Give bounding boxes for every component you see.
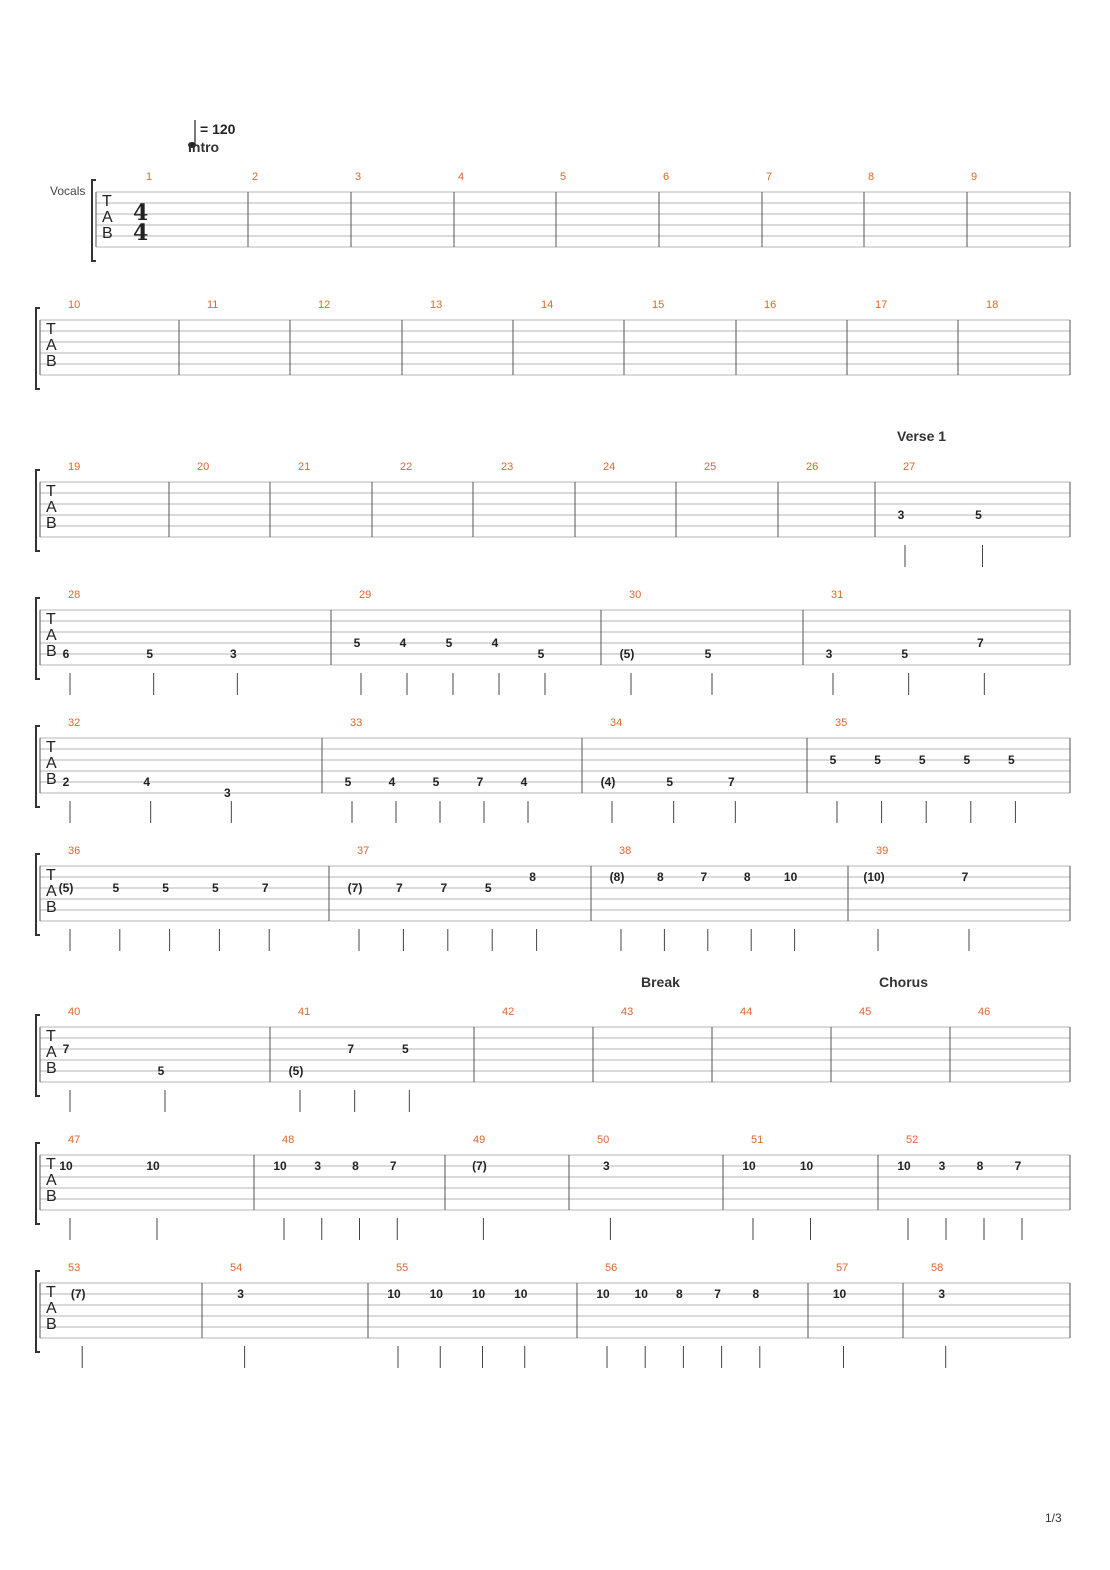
measure-number: 1 bbox=[146, 171, 153, 183]
fret-number: 5 bbox=[829, 753, 837, 767]
measure-number: 7 bbox=[766, 171, 773, 183]
measure-number: 17 bbox=[875, 299, 888, 311]
measure-number: 58 bbox=[931, 1262, 944, 1274]
fret-number: 4 bbox=[143, 775, 151, 789]
fret-number: 4 bbox=[399, 636, 407, 650]
fret-number: 7 bbox=[976, 636, 984, 650]
section-label-verse-1: Verse 1 bbox=[897, 428, 947, 444]
fret-number: (8) bbox=[609, 870, 625, 884]
measure-number: 44 bbox=[740, 1006, 753, 1018]
measure-number: 13 bbox=[430, 299, 443, 311]
system-bracket bbox=[36, 854, 40, 935]
tab-clef-letter: B bbox=[46, 771, 57, 788]
measure-number: 47 bbox=[68, 1134, 81, 1146]
fret-number: 8 bbox=[529, 870, 536, 884]
tab-clef-letter: T bbox=[46, 1156, 56, 1173]
fret-number: 7 bbox=[476, 775, 484, 789]
measure-number: 23 bbox=[501, 461, 514, 473]
time-signature-top: 4 bbox=[133, 200, 149, 226]
fret-number: 5 bbox=[901, 647, 909, 661]
measure-number: 12 bbox=[318, 299, 331, 311]
page-number: 1/3 bbox=[1045, 1511, 1062, 1525]
fret-number: 7 bbox=[700, 870, 708, 884]
fret-number: 5 bbox=[401, 1042, 409, 1056]
measure-number: 22 bbox=[400, 461, 413, 473]
measure-number: 3 bbox=[355, 171, 362, 183]
measure-number: 45 bbox=[859, 1006, 872, 1018]
measure-number: 16 bbox=[764, 299, 777, 311]
measure-number: 39 bbox=[876, 845, 889, 857]
measure-number: 5 bbox=[560, 171, 567, 183]
fret-number: 4 bbox=[491, 636, 499, 650]
fret-number: 3 bbox=[603, 1159, 610, 1173]
instrument-name: Vocals bbox=[50, 184, 86, 198]
measure-number: 26 bbox=[806, 461, 819, 473]
fret-number: 3 bbox=[897, 508, 905, 522]
fret-number: 10 bbox=[832, 1287, 847, 1301]
fret-number: 5 bbox=[537, 647, 545, 661]
tab-clef-letter: A bbox=[46, 499, 57, 516]
measure-number: 56 bbox=[605, 1262, 618, 1274]
measure-number: 54 bbox=[230, 1262, 243, 1274]
tab-clef-letter: T bbox=[102, 193, 112, 210]
fret-number: 10 bbox=[273, 1159, 287, 1173]
measure-number: 15 bbox=[652, 299, 665, 311]
fret-number: 4 bbox=[520, 775, 528, 789]
measure-number: 57 bbox=[836, 1262, 849, 1274]
section-label-intro: Intro bbox=[188, 139, 220, 155]
fret-number: 10 bbox=[634, 1287, 648, 1301]
fret-number: 10 bbox=[471, 1287, 486, 1301]
measure-number: 18 bbox=[986, 299, 999, 311]
fret-number: 5 bbox=[704, 647, 712, 661]
measure-number: 48 bbox=[282, 1134, 295, 1146]
tab-clef-letter: A bbox=[46, 1044, 57, 1061]
measure-number: 9 bbox=[971, 171, 978, 183]
fret-number: (5) bbox=[288, 1064, 304, 1078]
fret-number: 10 bbox=[59, 1159, 73, 1173]
fret-number: (7) bbox=[472, 1159, 487, 1173]
tab-clef-letter: B bbox=[102, 225, 113, 242]
fret-number: 10 bbox=[799, 1159, 814, 1173]
fret-number: (10) bbox=[863, 870, 885, 884]
measure-number: 10 bbox=[68, 299, 81, 311]
tab-clef-letter: T bbox=[46, 321, 56, 338]
fret-number: 3 bbox=[223, 786, 231, 800]
system-bracket bbox=[36, 1271, 40, 1352]
tab-clef-letter: B bbox=[46, 1188, 57, 1205]
fret-number: 7 bbox=[396, 881, 403, 895]
fret-number: 8 bbox=[752, 1287, 760, 1301]
measure-number: 52 bbox=[906, 1134, 919, 1146]
system-bracket bbox=[92, 180, 96, 261]
fret-number: (4) bbox=[600, 775, 616, 789]
fret-number: 10 bbox=[146, 1159, 160, 1173]
fret-number: (7) bbox=[70, 1287, 86, 1301]
fret-number: (5) bbox=[619, 647, 635, 661]
measure-number: 8 bbox=[868, 171, 875, 183]
fret-number: 8 bbox=[657, 870, 664, 884]
tempo-marking: = 120 bbox=[200, 121, 236, 137]
section-label-break: Break bbox=[641, 974, 680, 990]
tab-clef-letter: A bbox=[46, 1300, 57, 1317]
tab-clef-letter: T bbox=[46, 483, 56, 500]
measure-number: 38 bbox=[619, 845, 632, 857]
measure-number: 11 bbox=[207, 299, 219, 311]
fret-number: 10 bbox=[387, 1287, 401, 1301]
fret-number: 8 bbox=[743, 870, 751, 884]
fret-number: 3 bbox=[237, 1287, 244, 1301]
tab-clef-letter: A bbox=[46, 627, 57, 644]
system-bracket bbox=[36, 1143, 40, 1224]
fret-number: (7) bbox=[347, 881, 363, 895]
tab-clef-letter: T bbox=[46, 1028, 56, 1045]
tab-clef-letter: A bbox=[46, 883, 57, 900]
measure-number: 32 bbox=[68, 717, 81, 729]
fret-number: (5) bbox=[58, 881, 74, 895]
section-label-chorus: Chorus bbox=[879, 974, 928, 990]
measure-number: 6 bbox=[663, 171, 670, 183]
fret-number: 8 bbox=[352, 1159, 359, 1173]
tab-clef-letter: T bbox=[46, 739, 56, 756]
measure-number: 49 bbox=[473, 1134, 486, 1146]
measure-number: 41 bbox=[298, 1006, 311, 1018]
measure-number: 29 bbox=[359, 589, 372, 601]
fret-number: 6 bbox=[62, 647, 70, 661]
fret-number: 5 bbox=[874, 753, 881, 767]
fret-number: 10 bbox=[596, 1287, 610, 1301]
tab-clef-letter: B bbox=[46, 643, 57, 660]
measure-number: 28 bbox=[68, 589, 81, 601]
tab-clef-letter: B bbox=[46, 899, 57, 916]
fret-number: 3 bbox=[229, 647, 237, 661]
tab-clef-letter: B bbox=[46, 515, 57, 532]
fret-number: 7 bbox=[389, 1159, 397, 1173]
measure-number: 50 bbox=[597, 1134, 610, 1146]
measure-number: 21 bbox=[298, 461, 311, 473]
tab-clef-letter: B bbox=[46, 1316, 57, 1333]
fret-number: 5 bbox=[1008, 753, 1015, 767]
measure-number: 25 bbox=[704, 461, 717, 473]
fret-number: 3 bbox=[314, 1159, 322, 1173]
tab-clef-letter: T bbox=[46, 611, 56, 628]
system-bracket bbox=[36, 726, 40, 807]
fret-number: 5 bbox=[432, 775, 440, 789]
measure-number: 53 bbox=[68, 1262, 81, 1274]
measure-number: 20 bbox=[197, 461, 210, 473]
fret-number: 3 bbox=[938, 1159, 946, 1173]
tab-clef-letter: B bbox=[46, 353, 57, 370]
measure-number: 30 bbox=[629, 589, 642, 601]
fret-number: 5 bbox=[353, 636, 361, 650]
fret-number: 8 bbox=[976, 1159, 984, 1173]
fret-number: 7 bbox=[62, 1042, 70, 1056]
fret-number: 5 bbox=[157, 1064, 165, 1078]
measure-number: 14 bbox=[541, 299, 554, 311]
fret-number: 7 bbox=[961, 870, 969, 884]
measure-number: 37 bbox=[357, 845, 370, 857]
measure-number: 2 bbox=[252, 171, 259, 183]
tab-clef-letter: B bbox=[46, 1060, 57, 1077]
fret-number: 7 bbox=[714, 1287, 721, 1301]
measure-number: 35 bbox=[835, 717, 848, 729]
measure-number: 46 bbox=[978, 1006, 991, 1018]
time-signature-bottom: 4 bbox=[133, 220, 149, 246]
system-bracket bbox=[36, 1015, 40, 1096]
system-bracket bbox=[36, 308, 40, 389]
fret-number: 5 bbox=[212, 881, 219, 895]
measure-number: 43 bbox=[621, 1006, 634, 1018]
fret-number: 10 bbox=[514, 1287, 528, 1301]
fret-number: 5 bbox=[918, 753, 926, 767]
fret-number: 5 bbox=[344, 775, 352, 789]
measure-number: 27 bbox=[903, 461, 916, 473]
measure-number: 19 bbox=[68, 461, 81, 473]
measure-number: 42 bbox=[502, 1006, 515, 1018]
fret-number: 7 bbox=[727, 775, 735, 789]
fret-number: 5 bbox=[445, 636, 453, 650]
system-bracket bbox=[36, 470, 40, 551]
fret-number: 5 bbox=[162, 881, 169, 895]
tab-clef-letter: T bbox=[46, 867, 56, 884]
fret-number: 7 bbox=[1014, 1159, 1022, 1173]
fret-number: 3 bbox=[938, 1287, 946, 1301]
fret-number: 5 bbox=[975, 508, 982, 522]
measure-number: 31 bbox=[831, 589, 844, 601]
measure-number: 24 bbox=[603, 461, 616, 473]
fret-number: 10 bbox=[783, 870, 798, 884]
fret-number: 5 bbox=[963, 753, 971, 767]
tab-clef-letter: A bbox=[102, 209, 113, 226]
fret-number: 5 bbox=[666, 775, 674, 789]
tab-clef-letter: T bbox=[46, 1284, 56, 1301]
measure-number: 36 bbox=[68, 845, 81, 857]
fret-number: 7 bbox=[261, 881, 269, 895]
fret-number: 7 bbox=[347, 1042, 355, 1056]
measure-number: 4 bbox=[458, 171, 465, 183]
measure-number: 34 bbox=[610, 717, 623, 729]
measure-number: 51 bbox=[751, 1134, 764, 1146]
fret-number: 2 bbox=[62, 775, 70, 789]
fret-number: 7 bbox=[440, 881, 448, 895]
tab-clef-letter: A bbox=[46, 1172, 57, 1189]
fret-number: 10 bbox=[897, 1159, 911, 1173]
fret-number: 8 bbox=[676, 1287, 683, 1301]
tab-clef-letter: A bbox=[46, 755, 57, 772]
fret-number: 5 bbox=[112, 881, 120, 895]
fret-number: 10 bbox=[429, 1287, 443, 1301]
measure-number: 33 bbox=[350, 717, 363, 729]
fret-number: 5 bbox=[484, 881, 492, 895]
fret-number: 3 bbox=[825, 647, 833, 661]
tab-clef-letter: A bbox=[46, 337, 57, 354]
measure-number: 40 bbox=[68, 1006, 81, 1018]
measure-number: 55 bbox=[396, 1262, 409, 1274]
fret-number: 5 bbox=[146, 647, 154, 661]
fret-number: 10 bbox=[742, 1159, 756, 1173]
fret-number: 4 bbox=[388, 775, 396, 789]
system-bracket bbox=[36, 598, 40, 679]
